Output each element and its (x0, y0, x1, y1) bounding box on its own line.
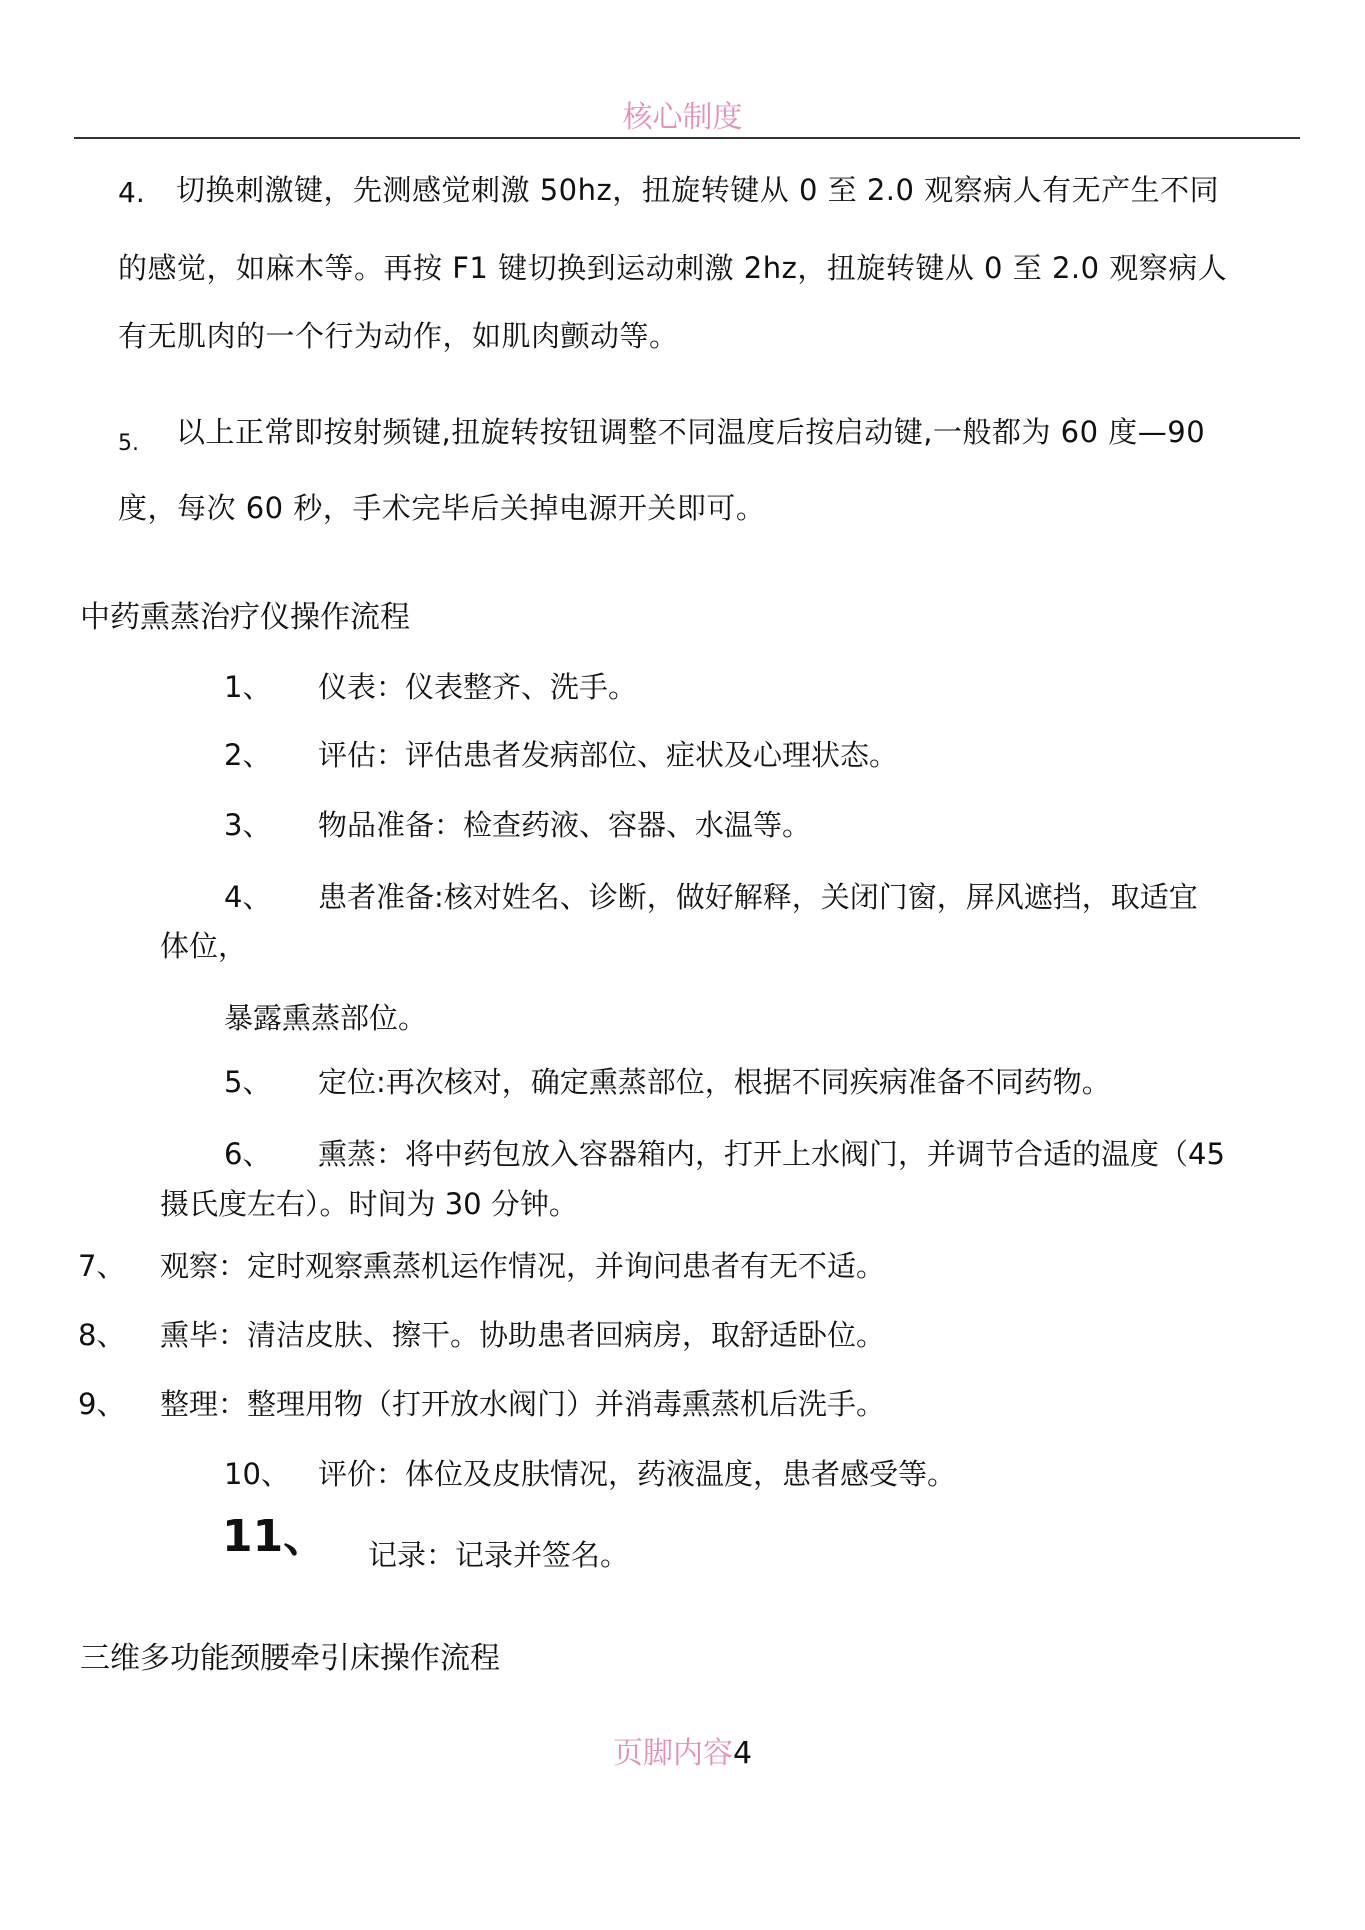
step-text: 记录：记录并签名。 (368, 1538, 630, 1572)
step-text: 熏蒸：将中药包放入容器箱内，打开上水阀门，并调节合适的温度（45 (318, 1137, 1225, 1171)
step-number: 4、 (224, 880, 272, 914)
step-text: 评估：评估患者发病部位、症状及心理状态。 (318, 738, 899, 772)
step-text-continued: 体位， (160, 929, 248, 963)
step-number: 8、 (78, 1318, 126, 1352)
footer-label: 页脚内容 (612, 1736, 733, 1771)
step-text: 定位:再次核对，确定熏蒸部位，根据不同疾病准备不同药物。 (318, 1065, 1111, 1099)
step-number: 10、 (224, 1457, 290, 1491)
step-number: 9、 (78, 1387, 126, 1421)
step-number: 11、 (222, 1511, 328, 1562)
paragraph-line: 以上正常即按射频键,扭旋转按钮调整不同温度后按启动键,一般都为 60 度—90 (176, 415, 1206, 449)
step-text: 熏毕：清洁皮肤、擦干。协助患者回病房，取舒适卧位。 (160, 1318, 886, 1352)
section-title: 中药熏蒸治疗仪操作流程 (80, 600, 410, 635)
step-number: 7、 (78, 1249, 126, 1283)
paragraph-line: 度，每次 60 秒，手术完毕后关掉电源开关即可。 (118, 491, 766, 525)
step-text: 评价：体位及皮肤情况，药液温度，患者感受等。 (318, 1457, 957, 1491)
step-number: 3、 (224, 808, 272, 842)
step-text-continued: 暴露熏蒸部位。 (224, 1001, 428, 1035)
step-number: 1、 (224, 670, 272, 704)
paragraph-line: 有无肌肉的一个行为动作，如肌肉颤动等。 (118, 319, 679, 353)
step-number: 5、 (224, 1065, 272, 1099)
item-number: 4. (118, 176, 145, 209)
page-number: 4 (732, 1736, 753, 1771)
paragraph-line: 的感觉，如麻木等。再按 F1 键切换到运动刺激 2hz，扭旋转键从 0 至 2.0 观察病人 (118, 251, 1228, 285)
step-text: 患者准备:核对姓名、诊断，做好解释，关闭门窗，屏风遮挡，取适宜 (318, 880, 1198, 914)
header-rule (74, 137, 1300, 139)
item-number: 5. (118, 431, 139, 456)
step-text: 观察：定时观察熏蒸机运作情况，并询问患者有无不适。 (160, 1249, 886, 1283)
step-text: 物品准备：检查药液、容器、水温等。 (318, 808, 812, 842)
page-header: 核心制度 (622, 100, 743, 135)
step-text: 整理：整理用物（打开放水阀门）并消毒熏蒸机后洗手。 (160, 1387, 886, 1421)
page-footer (0, 1728, 1365, 1772)
section-title: 三维多功能颈腰牵引床操作流程 (80, 1641, 500, 1676)
paragraph-line: 切换刺激键，先测感觉刺激 50hz，扭旋转键从 0 至 2.0 观察病人有无产生不同 (176, 173, 1220, 207)
step-number: 6、 (224, 1137, 272, 1171)
step-text-continued: 摄氏度左右）。时间为 30 分钟。 (160, 1187, 578, 1221)
step-number: 2、 (224, 738, 272, 772)
step-text: 仪表：仪表整齐、洗手。 (318, 670, 638, 704)
